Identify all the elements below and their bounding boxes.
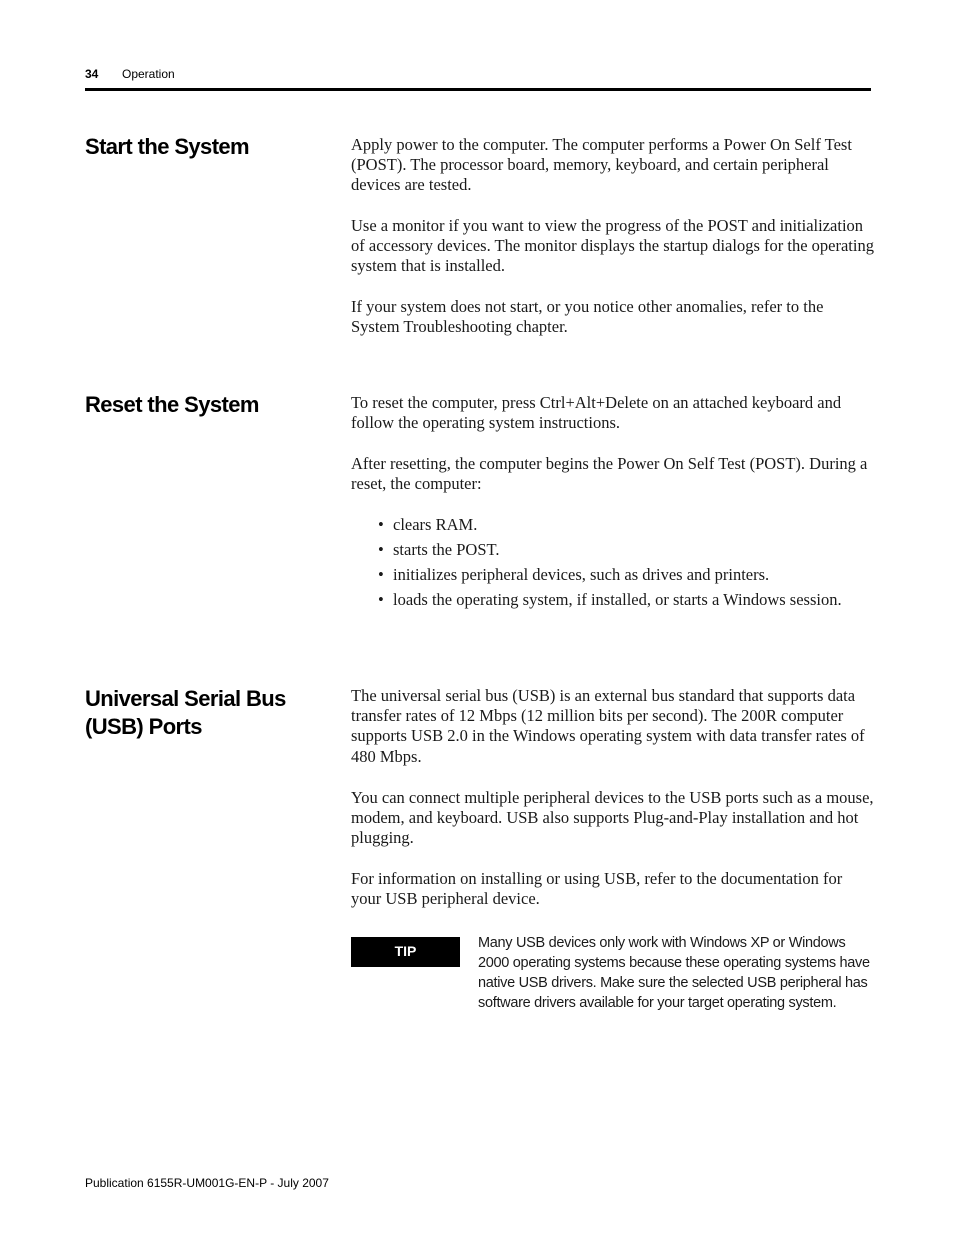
tip-label: TIP (351, 937, 460, 967)
list-item: • loads the operating system, if installed, or starts a Windows session. (378, 590, 873, 610)
start-paragraph-2: Use a monitor if you want to view the progress of the POST and initialization of accessory devices. The monitor displays the startup dialogs for the operating system that is installed. (351, 216, 874, 276)
start-paragraph-3: If your system does not start, or you notice other anomalies, refer to the System Troubleshooting chapter. (351, 297, 824, 337)
list-item: • clears RAM. (378, 515, 873, 535)
heading-start-the-system: Start the System (85, 134, 250, 159)
reset-bullet-list (378, 515, 873, 615)
publication-footer: Publication 6155R-UM001G-EN-P - July 2007 (85, 1176, 329, 1190)
running-section-title: Operation (122, 67, 175, 81)
list-item: • starts the POST. (378, 540, 873, 560)
start-paragraph-1: Apply power to the computer. The computer performs a Power On Self Test (POST). The processor board, memory, keyboard, and certain peripheral devices are tested. (351, 135, 852, 195)
usb-paragraph-1: The universal serial bus (USB) is an external bus standard that supports data transfer rates of 12 Mbps (12 million bits per second). The 200R computer supports USB 2.0 in the Windows operating system with data transfer rates of 480 Mbps. (351, 686, 865, 766)
usb-paragraph-3: For information on installing or using USB, refer to the documentation for your USB peripheral device. (351, 869, 843, 909)
reset-paragraph-1: To reset the computer, press Ctrl+Alt+Delete on an attached keyboard and follow the operating system instructions. (351, 393, 842, 433)
heading-reset-the-system: Reset the System (85, 392, 259, 417)
heading-usb-ports: Universal Serial Bus (USB) Ports (85, 686, 286, 739)
reset-paragraph-2: After resetting, the computer begins the Power On Self Test (POST). During a reset, the computer: (351, 454, 868, 494)
list-item: • initializes peripheral devices, such as drives and printers. (378, 565, 873, 585)
header-rule (85, 88, 871, 91)
tip-text: Many USB devices only work with Windows XP or Windows 2000 operating systems because these operating systems have native USB drivers. Make sure the selected USB peripheral has software drivers available for your target operating system. (478, 935, 870, 1011)
page-number: 34 (85, 67, 99, 81)
usb-paragraph-2: You can connect multiple peripheral devices to the USB ports such as a mouse, modem, and keyboard. USB also supports Plug-and-Play installation and hot plugging. (351, 788, 874, 848)
